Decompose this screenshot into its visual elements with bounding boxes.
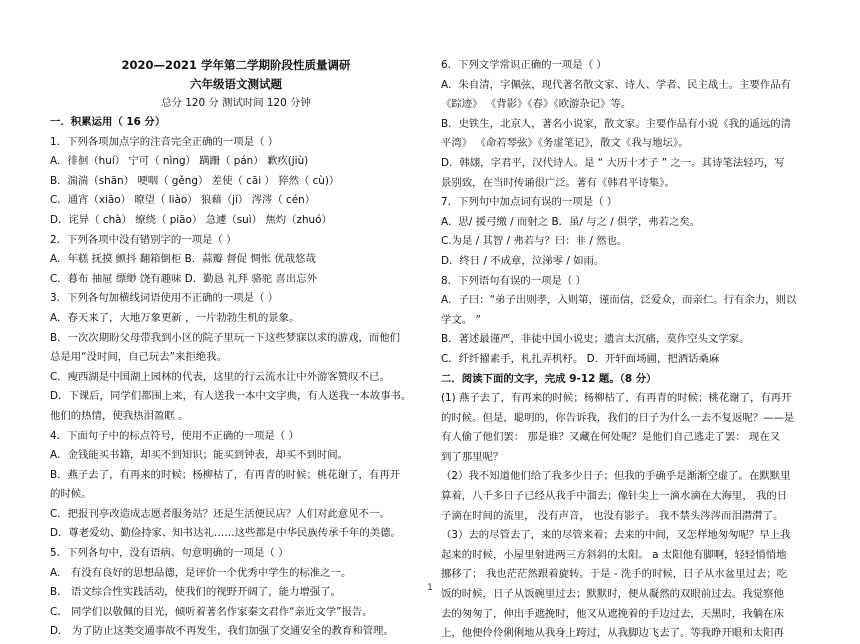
option-line: C．纤纤擢素手，札扎弄机杼。 D．开轩面场圃，把酒话桑麻 xyxy=(441,352,720,365)
section-heading: 二．阅读下面的文字，完成 9-12 题。（8 分） xyxy=(441,372,657,385)
passage-line: 起来的时候，小屋里射进两三方斜斜的太阳。 a 太阳他有脚啊，轻轻悄悄地 xyxy=(441,548,787,561)
option-line: A．金钱能买书籍，却买不到知识；能买到钟表，却买不到时间。 xyxy=(50,449,349,462)
question-line: 4．下面句子中的标点符号，使用不正确的一项是（ ） xyxy=(50,429,299,442)
passage-line: 挪移了； 我也茫茫然跟着旋转。于是 - 洗手的时候，日子从水盆里过去；吃 xyxy=(441,568,788,581)
option-line: D．诧异（ chà） 缭绕（ piāo） 急遽（suì） 焦灼（zhuó） xyxy=(50,213,332,226)
option-line: B．湍湍（shān） 哽咽（ gěng） 差使（ cāi ） 猝然（ cù)） xyxy=(50,174,340,187)
option-line: A．春天来了，大地万象更新 ，一片勃勃生机的景象。 xyxy=(50,311,300,324)
passage-line: （3）去的尽管去了，来的尽管来着；去来的中间，又怎样地匆匆呢？早上我 xyxy=(441,529,791,542)
passage-line: 饭的时候，日子从饭碗里过去；默默时，便从凝然的双眼前过去。我觉察他 xyxy=(441,588,784,601)
passage-line: （2）我不知道他们给了我多少日子；但我的手确乎是渐渐空虚了。在默默里 xyxy=(441,470,791,483)
option-line: 他们的热情，使我热泪盈眶 。 xyxy=(50,409,189,422)
option-line: C.为是 / 其智 / 弗若与？曰：非 / 然也。 xyxy=(441,235,628,248)
question-line: 2．下列各项中没有错别字的一项是（ ） xyxy=(50,233,237,246)
option-line: A．年糕 抚摸 颤抖 翻箱倒柜 B．蒜瓣 督促 惆怅 优哉悠哉 xyxy=(50,253,316,266)
option-line: A．思/ 援弓缴 / 而射之 B．虽/ 与之 / 俱学，弗若之矣。 xyxy=(441,215,701,228)
option-line: D． 为了防止这类交通事故不再发生，我们加强了交通安全的教育和管理。 xyxy=(50,625,394,638)
option-line: D．尊老爱幼、勤俭持家、知书达礼……这些都是中华民族传承千年的美德。 xyxy=(50,527,401,540)
option-line: 景别致，在当时传诵很广泛。著有《韩君平诗集》。 xyxy=(441,176,675,189)
option-line: D．韩翃，字君平，汉代诗人。是 “ 大历十才子 ” 之一。其诗笔法轻巧，写 xyxy=(441,156,785,169)
passage-line: 到了那里呢？ xyxy=(441,450,504,463)
question-line: 7．下列句中加点词有误的一项是（ ） xyxy=(441,196,618,209)
passage-line: 算着，八千多日子已经从我手中溜去；像针尖上一滴水滴在大海里， 我的日 xyxy=(441,490,788,503)
question-line: 5．下列各句中，没有语病、句意明确的一项是（ ） xyxy=(50,547,289,560)
option-line: C．瘦西湖是中国湖上园林的代表，这里的行云流水让中外游客赞叹不已。 xyxy=(50,370,390,383)
exam-info: 总分 120 分 测试时间 120 分钟 xyxy=(161,97,311,109)
option-line: B．史铁生，北京人，著名小说家，散文家。主要作品有小说《我的遥远的清 xyxy=(441,117,792,130)
question-line: 1．下列各项加点字的注音完全正确的一项是（ ） xyxy=(50,135,279,148)
option-line: 学文。 ” xyxy=(441,313,481,326)
passage-line: 上，他便伶伶俐俐地从我身上跨过，从我脚边飞去了。等我睁开眼和太阳再 xyxy=(441,627,784,640)
passage-line: (1) 燕子去了，有再来的时候；杨柳枯了，有再青的时候；桃花谢了，有再开 xyxy=(441,392,792,405)
question-line: 3．下列各句加横线词语使用不正确的一项是（ ） xyxy=(50,292,279,305)
option-line: C． 同学们以敬佩的目光，倾听着著名作家秦文君作“亲近文学”报告。 xyxy=(50,605,373,618)
exam-title: 2020—2021 学年第二学期阶段性质量调研 xyxy=(121,58,351,72)
option-line: D．终日 / 不成章，泣涕零 / 如雨。 xyxy=(441,254,605,267)
option-line: C．通宵（xiāo） 暸望（ liào） 狼藉（jí） 涔涔（ cén） xyxy=(50,194,316,207)
option-line: 的时候。 xyxy=(50,488,92,501)
option-line: 《踪迹》 《背影》《春》《欧游杂记》等。 xyxy=(441,98,632,111)
passage-line: 有人偷了他们罢： 那是谁？又藏在何处呢？是他们自己逃走了罢： 现在又 xyxy=(441,431,781,444)
option-line: C．暮布 抽屉 缥缈 饶有趣味 D．勤恳 礼拜 骆驼 喜出忘外 xyxy=(50,272,317,285)
option-line: B．一次次期盼父母带我到小区的院子里玩一下这些梦寐以求的游戏，而他们 xyxy=(50,331,401,344)
left-column xyxy=(50,113,422,642)
page-number: 1 xyxy=(427,583,433,593)
question-line: 8．下列语句有误的一项是（ ） xyxy=(441,274,586,287)
option-line: B．著述最谨严，非徒中国小说史；遗言太沉痛，莫作空头文学家。 xyxy=(441,333,750,346)
passage-line: 去的匆匆了，伸出手遮挽时，他又从遮挽着的手边过去，天黑时，我躺在床 xyxy=(441,607,784,620)
option-line: C．把报刊亭改造成志愿者服务站？还是生活便民店？人们对此意见不一。 xyxy=(50,507,390,520)
option-line: B．燕子去了，有再来的时候；杨柳枯了，有再青的时候；桃花谢了，有再开 xyxy=(50,468,401,481)
section-heading: 一．积累运用（ 16 分） xyxy=(50,116,166,128)
passage-line: 子滴在时间的流里， 没有声音， 也没有影子。 我不禁头涔涔而泪潸潸了。 xyxy=(441,509,784,522)
option-line: A．徘徊（huí） 宁可（ nìng） 蹒跚（ pán） 歉疚(jiù) xyxy=(50,155,309,168)
option-line: B． 语文综合性实践活动，使我们的视野开阔了，能力增强了。 xyxy=(50,586,341,599)
question-line: 6．下列文学常识正确的一项是（ ） xyxy=(441,59,607,71)
option-line: A． 有没有良好的思想品德，是评价一个优秀中学生的标准之一。 xyxy=(50,566,352,579)
option-line: 总是用“没时间，自己玩去”来拒绝我。 xyxy=(50,351,228,364)
right-column xyxy=(441,56,813,644)
option-line: A．朱自清，字佩弦，现代著名散文家、诗人、学者、民主战士。主要作品有 xyxy=(441,78,791,91)
passage-line: 的时候。但是，聪明的，你告诉我，我们的日子为什么一去不复返呢？——是 xyxy=(441,411,795,424)
option-line: D．下课后，同学们都围上来，有人送我一本中文字典，有人送我一本故事书。 xyxy=(50,390,412,403)
exam-subtitle: 六年级语文测试题 xyxy=(190,77,282,91)
option-line: A．子曰：“弟子出则孝，入则第，谨而信，泛爱众，而亲仁。行有余力，则以 xyxy=(441,294,797,307)
option-line: 平湾》 《命若琴弦》《务虚笔记》，散文《我与地坛》。 xyxy=(441,137,689,150)
